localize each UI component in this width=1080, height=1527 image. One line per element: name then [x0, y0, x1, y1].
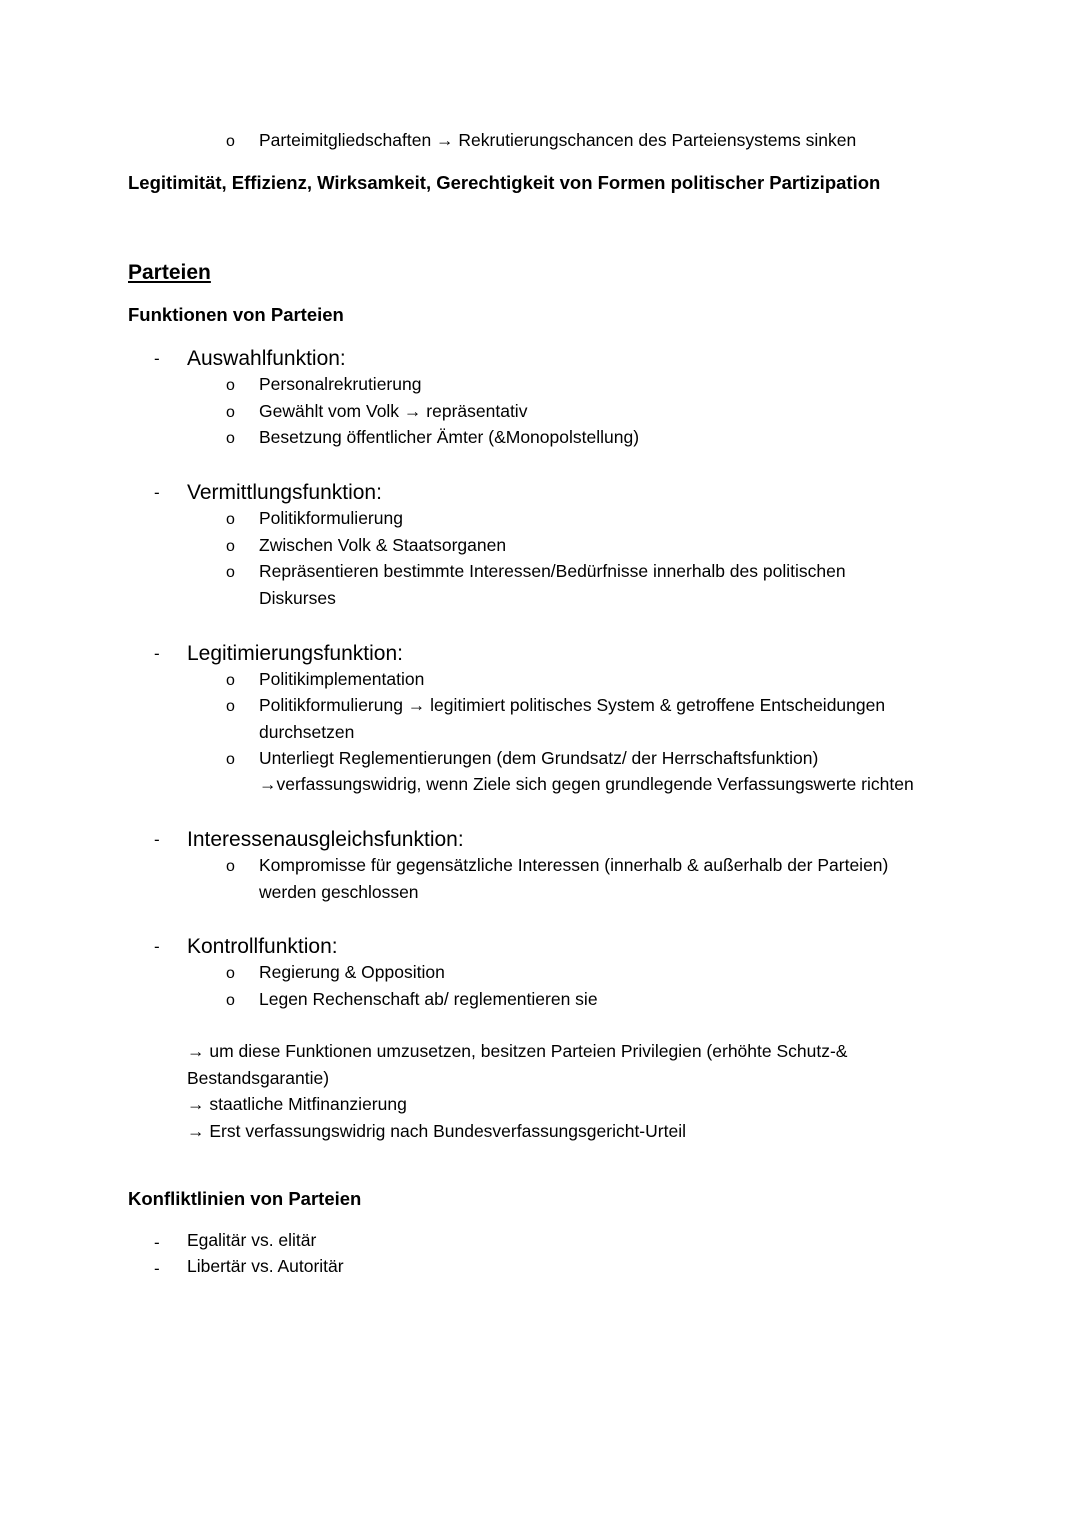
list-item-continuation: durchsetzen: [259, 722, 355, 742]
circle-bullet: o: [226, 511, 235, 528]
dash-bullet: -: [154, 1233, 160, 1252]
function-title: Vermittlungsfunktion:: [187, 481, 382, 504]
function-title: Auswahlfunktion:: [187, 347, 346, 370]
list-item: Besetzung öffentlicher Ämter (&Monopolstellung): [259, 427, 640, 447]
list-item: Egalitär vs. elitär: [187, 1230, 317, 1250]
list-item-continuation: Diskurses: [259, 588, 336, 608]
list-item: Personalrekrutierung: [259, 374, 422, 394]
circle-bullet: o: [226, 751, 235, 768]
list-item: Legen Rechenschaft ab/ reglementieren sie: [259, 989, 598, 1009]
list-item: Politikimplementation: [259, 669, 425, 689]
circle-bullet: o: [226, 858, 235, 875]
list-item-continuation: →verfassungswidrig, wenn Ziele sich gegen grundlegende Verfassungswerte richten: [259, 774, 914, 794]
list-item: Kompromisse für gegensätzliche Interessen (innerhalb & außerhalb der Parteien): [259, 855, 889, 875]
circle-bullet: o: [226, 430, 235, 447]
function-title: Legitimierungsfunktion:: [187, 642, 403, 665]
note-line: → staatliche Mitfinanzierung: [187, 1094, 407, 1114]
note-line: Bestandsgarantie): [187, 1068, 330, 1088]
list-item: Repräsentieren bestimmte Interessen/Bedürfnisse innerhalb des politischen: [259, 561, 846, 581]
list-item: Politikformulierung → legitimiert politisches System & getroffene Entscheidungen: [259, 695, 886, 715]
circle-bullet: o: [226, 698, 235, 715]
section-subtitle: Funktionen von Parteien: [128, 304, 344, 325]
dash-bullet: -: [154, 937, 160, 956]
list-item: Parteimitgliedschaften → Rekrutierungschancen des Parteiensystems sinken: [259, 130, 857, 150]
conflict-heading: Konfliktlinien von Parteien: [128, 1188, 362, 1209]
note-line: → Erst verfassungswidrig nach Bundesverfassungsgericht-Urteil: [187, 1121, 686, 1141]
circle-bullet: o: [226, 133, 235, 150]
circle-bullet: o: [226, 404, 235, 421]
circle-bullet: o: [226, 992, 235, 1009]
dash-bullet: -: [154, 644, 160, 663]
circle-bullet: o: [226, 672, 235, 689]
list-item: Politikformulierung: [259, 508, 403, 528]
section-title: Parteien: [128, 261, 211, 284]
circle-bullet: o: [226, 377, 235, 394]
dash-bullet: -: [154, 830, 160, 849]
function-title: Interessenausgleichsfunktion:: [187, 828, 464, 851]
circle-bullet: o: [226, 564, 235, 581]
dash-bullet: -: [154, 349, 160, 368]
list-item-continuation: werden geschlossen: [259, 882, 419, 902]
list-item: Zwischen Volk & Staatsorganen: [259, 535, 507, 555]
list-item: Libertär vs. Autoritär: [187, 1256, 344, 1276]
topic-heading: Legitimität, Effizienz, Wirksamkeit, Gerechtigkeit von Formen politischer Partizipation: [128, 172, 881, 193]
list-item: Regierung & Opposition: [259, 962, 445, 982]
circle-bullet: o: [226, 965, 235, 982]
function-title: Kontrollfunktion:: [187, 935, 338, 958]
list-item: Unterliegt Reglementierungen (dem Grundsatz/ der Herrschaftsfunktion): [259, 748, 819, 768]
dash-bullet: -: [154, 1259, 160, 1278]
list-item: Gewählt vom Volk → repräsentativ: [259, 401, 528, 421]
note-line: → um diese Funktionen umzusetzen, besitzen Parteien Privilegien (erhöhte Schutz-&: [187, 1041, 848, 1061]
dash-bullet: -: [154, 483, 160, 502]
circle-bullet: o: [226, 538, 235, 555]
